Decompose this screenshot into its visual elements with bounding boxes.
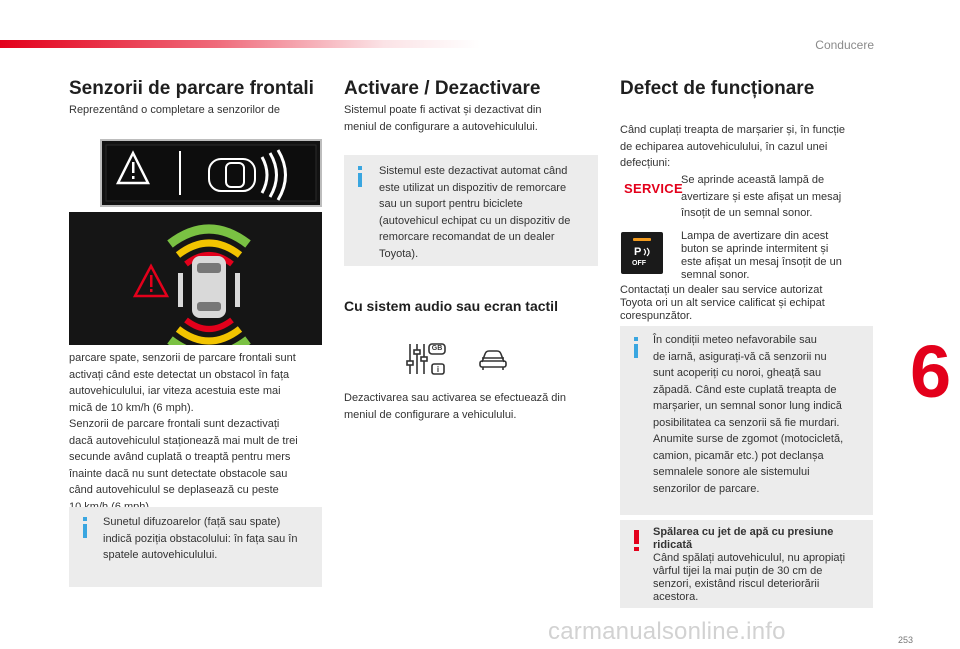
note-line: zăpadă. Când este cuplată treapta de bbox=[653, 383, 837, 396]
col1-body-line: când autovehiculul se deplasează cu peste bbox=[69, 484, 279, 496]
park-sensor-off-button-icon bbox=[621, 232, 663, 274]
note-line: indică poziția obstacolului: în fața sau în bbox=[103, 532, 298, 545]
service-text-line: însoțit de un semnal sonor. bbox=[681, 207, 813, 219]
col3-intro bbox=[620, 122, 845, 172]
col2-body-line: Dezactivarea sau activarea se efectuează din bbox=[344, 392, 566, 404]
note-line: Toyota). bbox=[379, 247, 419, 260]
note-line: Anumite surse de zgomot (motocicletă, bbox=[653, 433, 844, 445]
col3-intro-line: Când cuplați treapta de marșarier și, în funcție bbox=[620, 124, 846, 136]
col2-body-line: meniul de configurare a vehiculului. bbox=[344, 408, 517, 421]
warning-body-line: vârful tijei la mai puțin de 30 cm de bbox=[653, 565, 823, 577]
col1-body-line: secunde având cuplată o treaptă pentru mers bbox=[69, 451, 291, 463]
col1-info-note bbox=[69, 507, 322, 587]
off-label: OFF bbox=[632, 260, 646, 267]
i-badge: i bbox=[436, 365, 440, 374]
col1-body bbox=[69, 350, 298, 515]
note-line: de iarnă, asigurați-vă că senzorii nu bbox=[653, 350, 827, 363]
warning-body-line: Când spălați autovehiculul, nu apropiați bbox=[653, 552, 846, 564]
col3-intro-line: de echiparea autovehiculului, în cazul unei bbox=[620, 140, 828, 153]
contact-line: corespunzător. bbox=[620, 310, 693, 322]
warning-title-line: Spălarea cu jet de apă cu presiune bbox=[653, 526, 834, 538]
col1-body-line: activați când este detectat un obstacol în fața bbox=[69, 368, 290, 381]
watermark: carmanualsonline.info bbox=[548, 618, 786, 645]
button-text-line: semnal sonor. bbox=[681, 269, 750, 281]
col3-warning-note bbox=[620, 520, 873, 608]
col1-body-line: înainte dacă nu sunt detectate obstacole sau bbox=[69, 467, 288, 480]
warning-title-line: ridicată bbox=[653, 539, 693, 551]
service-warning-lamp-icon: SERVICE bbox=[624, 181, 683, 196]
col1-body-line: Senzorii de parcare frontali sunt dezactivați bbox=[69, 418, 280, 430]
note-line: Sunetul difuzoarelor (față sau spate) bbox=[103, 516, 281, 528]
button-text-line: este afișat un mesaj însoțit de un bbox=[681, 256, 842, 268]
car-settings-icon bbox=[478, 346, 508, 372]
button-text bbox=[681, 230, 842, 282]
col1-title: Senzorii de parcare frontali bbox=[69, 78, 314, 99]
col1-body-line: dacă autovehiculul staționează mai mult de trei bbox=[69, 434, 298, 447]
car-top-view-icon bbox=[192, 256, 226, 318]
parking-sensor-screen-image bbox=[69, 212, 322, 345]
page-number: 253 bbox=[898, 635, 914, 645]
p-letter: P bbox=[634, 246, 642, 258]
note-line: senzorilor de parcare. bbox=[653, 482, 760, 495]
warning-body-line: acestora. bbox=[653, 591, 699, 603]
button-indicator-lamp bbox=[633, 238, 651, 241]
note-line: este utilizat un dispozitiv de remorcare bbox=[379, 181, 567, 194]
settings-sliders-icon bbox=[405, 341, 447, 377]
chapter-number: 6 bbox=[910, 330, 952, 413]
button-text-line: buton se aprinde intermitent și bbox=[681, 243, 829, 255]
contact-line: Contactați un dealer sau service autorizat bbox=[620, 284, 823, 296]
note-line: sau un suport pentru biciclete bbox=[379, 198, 523, 210]
contact-line: Toyota ori un alt service calificat și echipat bbox=[620, 297, 825, 309]
col2-info-note bbox=[344, 155, 598, 266]
col2-intro-line: Sistemul poate fi activat și dezactivat din bbox=[344, 104, 542, 116]
note-line: marșarier, un semnal sonor lung indică bbox=[653, 400, 842, 412]
header-accent-bar bbox=[0, 40, 480, 48]
col3-title: Defect de funcționare bbox=[620, 78, 815, 99]
note-line: camion, picamăr etc.) pot declanșa bbox=[653, 449, 824, 462]
front-sensor-display-graphic bbox=[102, 141, 320, 205]
col2-title: Activare / Dezactivare bbox=[344, 78, 541, 99]
service-text-line: avertizare și este afișat un mesaj bbox=[681, 190, 842, 203]
front-sensor-display-image bbox=[100, 139, 322, 207]
note-line: posibilitatea ca senzorii să fie murdari. bbox=[653, 416, 840, 429]
col1-intro: Reprezentând o completare a senzorilor de bbox=[69, 104, 280, 116]
button-text-line: Lampa de avertizare din acest bbox=[681, 230, 829, 242]
col1-body-line: parcare spate, senzorii de parcare frontali sunt bbox=[69, 352, 296, 364]
col2-intro bbox=[344, 102, 541, 135]
note-line: spatele autovehiculului. bbox=[103, 549, 218, 561]
col1-body-line: mică de 10 km/h (6 mph). bbox=[69, 401, 194, 414]
sensor-wave-icon bbox=[642, 247, 652, 257]
col3-info-note bbox=[620, 326, 873, 515]
col2-subtitle: Cu sistem audio sau ecran tactil bbox=[344, 298, 558, 314]
note-line: remorcare recomandat de un dealer bbox=[379, 231, 555, 243]
col2-intro-line: meniul de configurare a autovehiculului. bbox=[344, 120, 538, 133]
col1-body-line: autovehiculului, iar viteza acestuia este mai bbox=[69, 385, 281, 397]
col3-intro-line: defecțiuni: bbox=[620, 157, 671, 169]
section-label: Conducere bbox=[815, 38, 874, 52]
warning-body-line: senzori, existând riscul deteriorării bbox=[653, 578, 820, 590]
note-line: (autovehicul echipat cu un dispozitiv de bbox=[379, 214, 571, 227]
note-line: sunt acoperiți cu noroi, gheață sau bbox=[653, 367, 822, 379]
gb-badge: GB bbox=[431, 345, 443, 352]
col2-body bbox=[344, 390, 566, 423]
contact-text bbox=[620, 284, 825, 323]
service-text bbox=[681, 172, 841, 222]
parking-sensor-screen-graphic bbox=[69, 212, 322, 345]
note-line: semnalele sonore ale sistemului bbox=[653, 466, 810, 478]
note-line: În condiții meteo nefavorabile sau bbox=[653, 334, 817, 346]
note-line: Sistemul este dezactivat automat când bbox=[379, 165, 568, 177]
service-text-line: Se aprinde această lampă de bbox=[681, 174, 825, 186]
